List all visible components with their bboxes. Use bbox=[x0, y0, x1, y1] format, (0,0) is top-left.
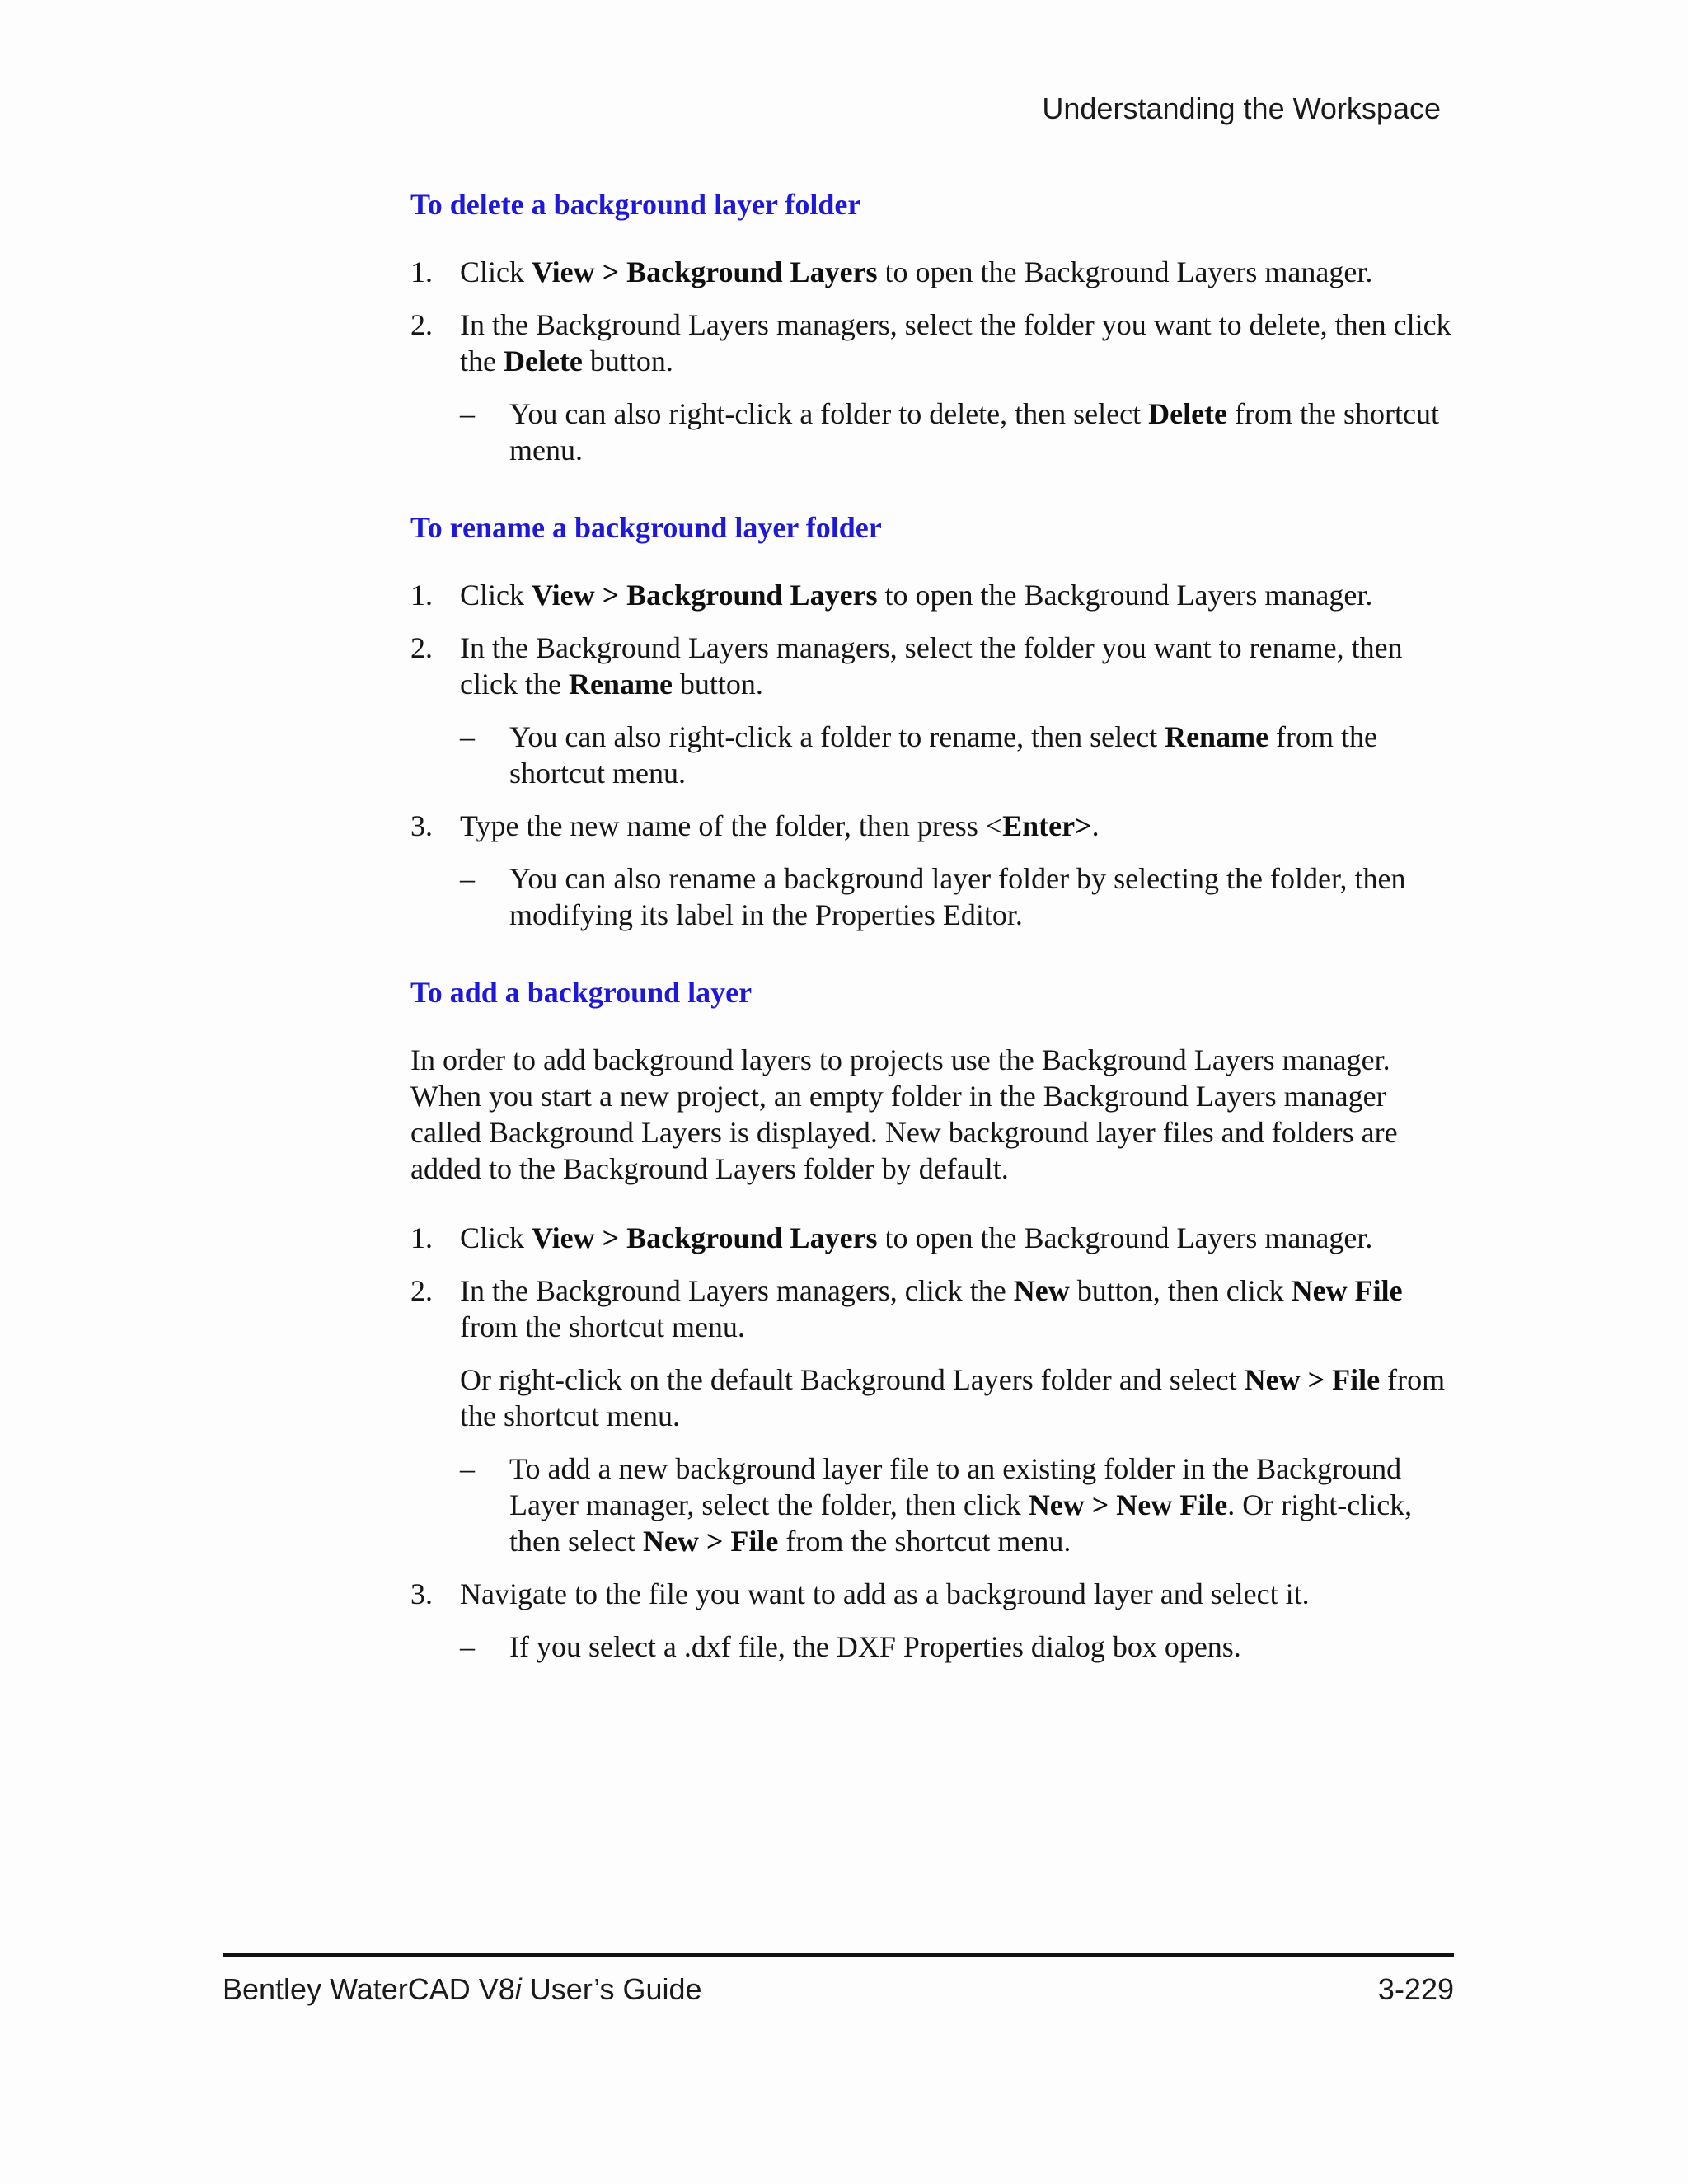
sub-text: You can also rename a background layer folder by selecting the folder, then modifying its label in the Properties Editor. bbox=[509, 862, 1406, 931]
key-label: Enter> bbox=[1002, 809, 1092, 842]
sub-item bbox=[460, 860, 1457, 933]
ui-path: View > Background Layers bbox=[532, 255, 878, 288]
step-number: 2. bbox=[410, 631, 433, 664]
text-run: button, then click bbox=[1069, 1274, 1292, 1307]
dash-bullet: – bbox=[460, 720, 475, 753]
step-text bbox=[460, 630, 1457, 702]
step-note bbox=[460, 1361, 1457, 1434]
ui-label: Delete bbox=[1148, 397, 1228, 430]
step-item bbox=[410, 254, 1457, 290]
text-run: from the shortcut menu. bbox=[460, 1310, 745, 1343]
sub-list bbox=[460, 396, 1457, 468]
sub-item bbox=[460, 1629, 1457, 1665]
text-run: to open the Background Layers manager. bbox=[877, 255, 1373, 288]
ui-path: New > File bbox=[642, 1525, 779, 1558]
steps-list bbox=[410, 254, 1457, 468]
document-body bbox=[410, 186, 1457, 1681]
dash-bullet: – bbox=[460, 862, 475, 895]
text-run: button. bbox=[582, 344, 673, 377]
text-run: button. bbox=[672, 668, 763, 701]
step-item bbox=[410, 630, 1457, 791]
ui-label: Rename bbox=[1165, 720, 1269, 753]
footer-title-suffix: User’s Guide bbox=[521, 1972, 702, 2006]
footer-title-prefix: Bentley WaterCAD V8 bbox=[223, 1972, 515, 2006]
text-run: In the Background Layers managers, select the folder you want to rename, then click the bbox=[460, 631, 1403, 701]
step-text bbox=[460, 577, 1457, 613]
sub-text bbox=[509, 1452, 1412, 1558]
step-text: Navigate to the file you want to add as a background layer and select it. bbox=[460, 1577, 1310, 1610]
step-number: 2. bbox=[410, 308, 433, 341]
page-number: 3-229 bbox=[1377, 1972, 1454, 2006]
sub-item bbox=[460, 719, 1457, 791]
step-item bbox=[410, 808, 1457, 933]
text-run: Click bbox=[460, 579, 532, 612]
step-item bbox=[410, 307, 1457, 468]
text-run: In the Background Layers managers, click the bbox=[460, 1274, 1014, 1307]
step-number: 3. bbox=[410, 1577, 433, 1610]
text-run: to open the Background Layers manager. bbox=[877, 1221, 1373, 1254]
text-run: . Or right-click, then select bbox=[509, 1488, 1413, 1558]
ui-label: New bbox=[1013, 1274, 1070, 1307]
section-delete-folder bbox=[410, 186, 1457, 468]
steps-list bbox=[410, 577, 1457, 933]
text-run: Click bbox=[460, 255, 532, 288]
dash-bullet: – bbox=[460, 397, 475, 430]
text-run: You can also right-click a folder to delete, then select bbox=[509, 397, 1149, 430]
step-item bbox=[410, 1272, 1457, 1559]
intro-paragraph: In order to add background layers to projects use the Background Layers manager. When you start a new project, an empty folder in the Background Layers manager called Background Layers is displayed. New background layer files and folders are added to the Background Layers folder by default. bbox=[410, 1043, 1398, 1185]
section-heading: To rename a background layer folder bbox=[410, 511, 882, 544]
step-item bbox=[410, 577, 1457, 613]
step-text bbox=[460, 1220, 1457, 1256]
ui-path: New > File bbox=[1244, 1363, 1381, 1396]
ui-label: Rename bbox=[568, 668, 673, 701]
step-number: 3. bbox=[410, 809, 433, 842]
text-run: to open the Background Layers manager. bbox=[877, 579, 1373, 612]
text-run: from the shortcut menu. bbox=[778, 1525, 1071, 1558]
step-number: 1. bbox=[410, 1221, 433, 1254]
text-run: Type the new name of the folder, then press < bbox=[460, 809, 1003, 842]
text-run: You can also right-click a folder to rename, then select bbox=[509, 720, 1165, 753]
ui-path: New > New File bbox=[1028, 1488, 1228, 1521]
section-add-layer bbox=[410, 974, 1457, 1665]
step-text bbox=[460, 254, 1457, 290]
text-run: To add a new background layer file to an existing folder in the Background Layer manager, select the folder, then click bbox=[509, 1452, 1402, 1521]
step-text bbox=[460, 307, 1457, 379]
page-footer bbox=[223, 1953, 1454, 2006]
sub-list bbox=[460, 1629, 1457, 1665]
sub-text bbox=[509, 720, 1377, 790]
sub-list bbox=[460, 1451, 1457, 1559]
text-run: Click bbox=[460, 1221, 532, 1254]
sub-text bbox=[509, 397, 1439, 466]
section-rename-folder bbox=[410, 509, 1457, 933]
text-run: In the Background Layers managers, select the folder you want to delete, then click the bbox=[460, 308, 1451, 377]
dash-bullet: – bbox=[460, 1630, 475, 1663]
step-item bbox=[410, 1220, 1457, 1256]
sub-list bbox=[460, 719, 1457, 791]
ui-path: View > Background Layers bbox=[532, 1221, 878, 1254]
step-text bbox=[460, 808, 1457, 844]
step-number: 1. bbox=[410, 579, 433, 612]
step-number: 1. bbox=[410, 255, 433, 288]
ui-path: View > Background Layers bbox=[532, 579, 878, 612]
dash-bullet: – bbox=[460, 1452, 475, 1485]
sub-item bbox=[460, 1451, 1457, 1559]
text-run: from the shortcut menu. bbox=[509, 720, 1378, 790]
ui-label: Delete bbox=[503, 344, 583, 377]
text-run: . bbox=[1091, 809, 1100, 842]
step-item bbox=[410, 1576, 1457, 1665]
step-number: 2. bbox=[410, 1274, 433, 1307]
text-run: Or right-click on the default Background Layers folder and select bbox=[460, 1363, 1245, 1396]
text-run: from the shortcut menu. bbox=[460, 1363, 1446, 1432]
footer-book-title bbox=[223, 1970, 702, 2009]
ui-label: New File bbox=[1291, 1274, 1403, 1307]
text-run: from the shortcut menu. bbox=[509, 397, 1439, 466]
section-heading: To add a background layer bbox=[410, 976, 753, 1009]
steps-list bbox=[410, 1220, 1457, 1665]
sub-list bbox=[460, 860, 1457, 933]
sub-text: If you select a .dxf file, the DXF Properties dialog box opens. bbox=[509, 1630, 1241, 1663]
sub-item bbox=[460, 396, 1457, 468]
section-heading: To delete a background layer folder bbox=[410, 188, 861, 221]
running-header: Understanding the Workspace bbox=[1042, 91, 1441, 125]
footer-title-italic: i bbox=[514, 1972, 522, 2006]
step-text bbox=[460, 1272, 1457, 1345]
